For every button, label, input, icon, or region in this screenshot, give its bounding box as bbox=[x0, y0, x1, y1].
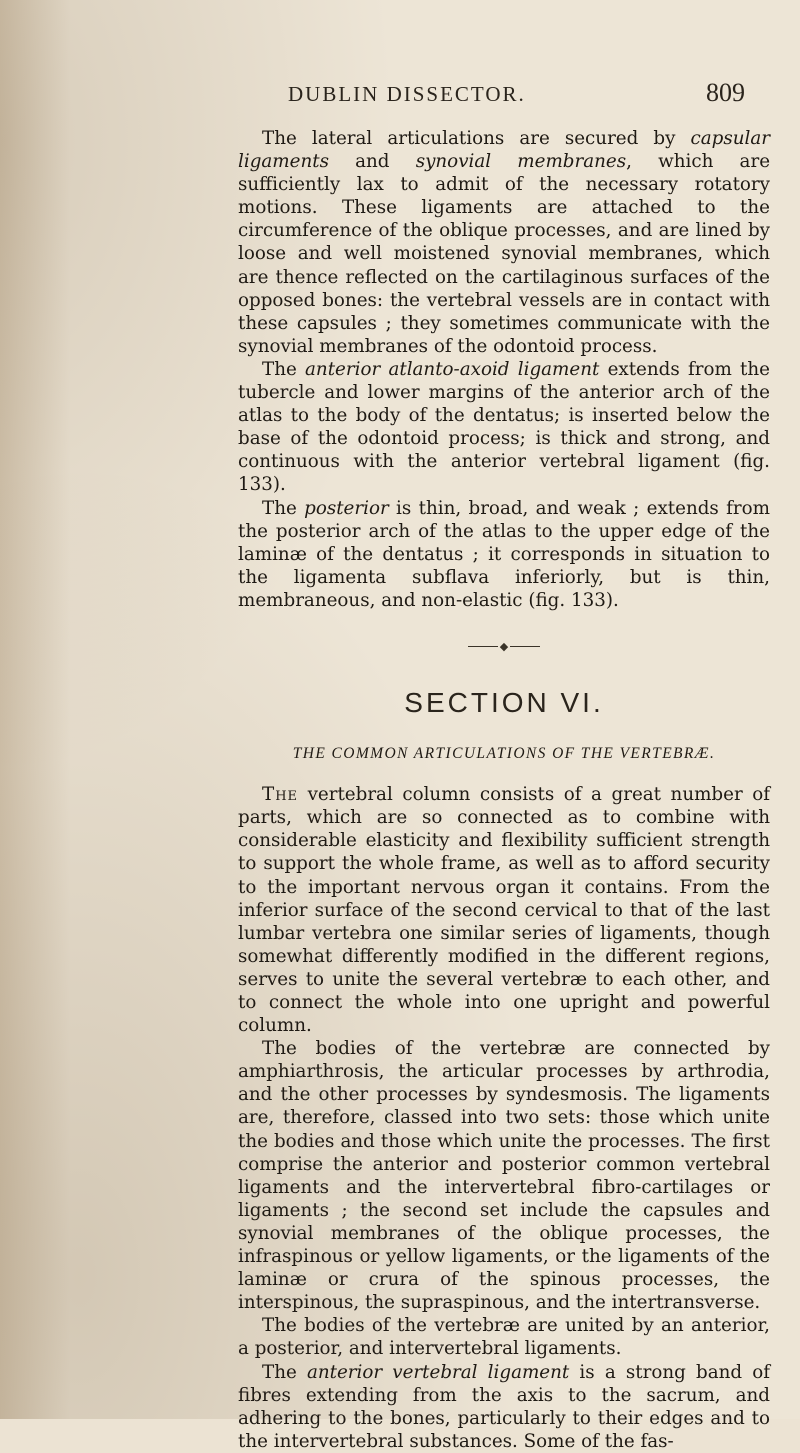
section-subheading: THE COMMON ARTICULATIONS OF THE VERTEBRÆ. bbox=[292, 745, 716, 763]
paragraph-text: The bbox=[262, 1361, 307, 1383]
paragraph bbox=[238, 1314, 770, 1360]
italic-term: capsular ligaments bbox=[238, 128, 770, 173]
divider-line-left bbox=[468, 646, 498, 647]
paragraph-text: The bbox=[262, 497, 305, 519]
paragraph-text: vertebral column consists of a great number of parts, which are so connected as to combine with considerable elasticity and flexibility sufficient strength to support the whole frame, as well as to afford security to the important nervous organ it contains. From the inferior surface of the second cervical to that of the last lumbar vertebra one similar series of ligaments, though somewhat differently modified in the different regions, serves to unite the several vertebræ to each other, and to connect the whole into one upright and powerful column. bbox=[238, 784, 770, 1037]
paragraph-text: The lateral articulations are secured by bbox=[262, 128, 691, 149]
paragraph-text: , which are sufficiently lax to admit of the necessary rotatory motions. These ligaments are attached to the circumference of the oblique processes, and are lined by loose and well moistened synovial membranes, which are thence reflected on the cartilaginous surfaces of the opposed bones: the vertebral vessels are in contact with these capsules ; they sometimes communicate with the synovial membranes of the odontoid process. bbox=[238, 151, 771, 357]
paragraph-text: extends from the tubercle and lower margins of the anterior arch of the atlas to the body of the dentatus; is inserted below the base of the odontoid process; is thick and strong, and continuous with the anterior vertebral ligament (fig. 133). bbox=[238, 358, 770, 496]
italic-term: anterior vertebral ligament bbox=[306, 1361, 570, 1383]
paragraph-text: and bbox=[328, 151, 416, 173]
paragraph-text: The bodies of the vertebræ are connected by amphiarthrosis, the articular processes by arthrodia, and the other processes by syndesmosis. The ligaments are, therefore, classed into two sets: those which unite the bodies and those which unite the processes. The first comprise the anterior and posterior common vertebral ligaments and the intervertebral fibro-cartilages or ligaments ; the second set include the capsules and synovial membranes of the oblique processes, the infraspinous or yellow ligaments, or the ligaments of the laminæ or crura of the spinous processes, the interspinous, the supraspinous, and the intertransverse. bbox=[238, 1038, 770, 1314]
paragraph-text: The bbox=[262, 358, 306, 380]
italic-term: posterior bbox=[304, 497, 389, 519]
diamond-ornament-icon: ◆ bbox=[499, 639, 509, 653]
divider-line-right bbox=[510, 646, 540, 647]
paragraph-text: is thin, broad, and weak ; extends from the posterior arch of the atlas to the upper edge of the laminæ of the dentatus ; it corresponds in situation to the ligamenta subflava inferiorly, but is thin, membraneous, and non-elastic (fig. 133). bbox=[238, 497, 770, 611]
paragraphs-before-section bbox=[238, 127, 770, 612]
paragraph bbox=[238, 1361, 770, 1453]
paragraphs-after-section bbox=[238, 783, 770, 1453]
paragraph-text: The bodies of the vertebræ are united by an anterior, a posterior, and intervertebral ligaments. bbox=[238, 1315, 770, 1360]
paragraph bbox=[238, 1037, 770, 1314]
section-divider-ornament bbox=[238, 635, 770, 655]
italic-term: synovial membranes bbox=[415, 151, 627, 173]
paragraph bbox=[238, 783, 770, 1037]
paragraph bbox=[238, 497, 770, 612]
italic-term: anterior atlanto-axoid ligament bbox=[305, 358, 600, 380]
paragraph-text: is a strong band of fibres extending from the axis to the sacrum, and adhering to the bones, particularly to their edges and to the intervertebral substances. Some of the fas- bbox=[238, 1361, 770, 1452]
page-header bbox=[0, 78, 800, 112]
paragraph bbox=[238, 358, 770, 497]
running-head: DUBLIN DISSECTOR. bbox=[288, 82, 526, 106]
paragraph bbox=[238, 127, 770, 358]
page-number: 809 bbox=[706, 78, 745, 107]
section-heading: SECTION VI. bbox=[404, 686, 604, 718]
paragraph-text: The bbox=[262, 784, 299, 806]
page-body bbox=[238, 127, 770, 1453]
